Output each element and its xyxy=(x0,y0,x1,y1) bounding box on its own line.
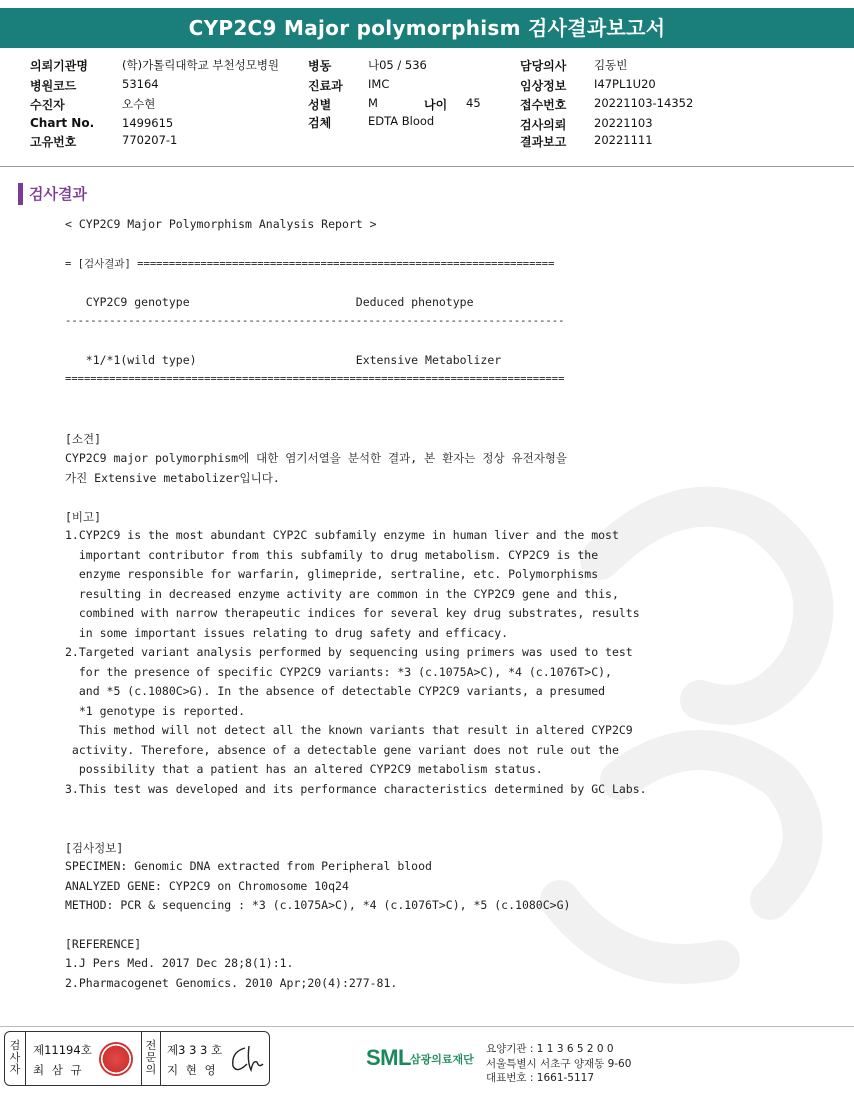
info-label: 병동 xyxy=(308,59,332,73)
section-heading: [REFERENCE] xyxy=(65,937,142,951)
examiner-label: 검사자 xyxy=(9,1039,21,1076)
result-divider: ------------------------------------------------------------------------------- xyxy=(65,315,565,327)
age-label: 나이 xyxy=(424,98,448,112)
info-label: 담당의사 xyxy=(520,59,567,73)
text-line: 1.J Pers Med. 2017 Dec 28;8(1):1. xyxy=(65,956,294,970)
text-line: 1.CYP2C9 is the most abundant CYP2C subfamily enzyme in human liver and the most xyxy=(65,528,619,542)
info-label: 진료과 xyxy=(308,79,343,93)
info-value: 53164 xyxy=(122,77,159,91)
signature-box xyxy=(4,1031,270,1086)
info-label: 성별 xyxy=(308,98,332,112)
signature-graphic xyxy=(227,1042,265,1076)
text-line: *1 genotype is reported. xyxy=(65,704,246,718)
info-value: 20221103 xyxy=(594,116,653,130)
text-line: combined with narrow therapeutic indices for several key drug substrates, results xyxy=(65,606,640,620)
examiner-license: 제11194호 xyxy=(33,1043,92,1057)
info-value: 770207-1 xyxy=(122,133,178,147)
text-line: important contributor from this subfamily to drug metabolism. CYP2C9 is the xyxy=(65,548,599,562)
text-line: ANALYZED GENE: CYP2C9 on Chromosome 10q24 xyxy=(65,879,349,893)
text-line: activity. Therefore, absence of a detectable gene variant does not rule out the xyxy=(65,743,619,757)
info-label: 접수번호 xyxy=(520,98,567,112)
age-value: 45 xyxy=(466,96,481,110)
report-heading: < CYP2C9 Major Polymorphism Analysis Report > xyxy=(65,217,377,231)
info-value: 오수현 xyxy=(122,97,156,111)
info-label: 검사의뢰 xyxy=(520,118,567,132)
info-value: I47PL1U20 xyxy=(594,77,656,91)
text-line: possibility that a patient has an altered CYP2C9 metabolism status. xyxy=(65,762,543,776)
section-heading: [검사정보] xyxy=(65,841,124,855)
info-value: 1499615 xyxy=(122,116,174,130)
text-line: in some important issues relating to drug safety and efficacy. xyxy=(65,626,509,640)
text-line: CYP2C9 major polymorphism에 대한 염기서열을 분석한 결과, 본 환자는 정상 유전자형을 xyxy=(65,451,568,465)
org-phone: 대표번호 : 1661-5117 xyxy=(486,1072,595,1084)
org-name: 삼광의료재단 xyxy=(410,1053,474,1066)
result-table-header: CYP2C9 genotype Deduced phenotype xyxy=(65,295,474,309)
section-heading: [소견] xyxy=(65,432,102,446)
info-value: 나05 / 536 xyxy=(368,58,427,72)
specialist-label: 전문의 xyxy=(145,1039,157,1076)
info-label: 결과보고 xyxy=(520,135,567,149)
info-value: EDTA Blood xyxy=(368,114,435,128)
text-line: 2.Pharmacogenet Genomics. 2010 Apr;20(4):277-81. xyxy=(65,976,398,990)
text-line: for the presence of specific CYP2C9 variants: *3 (c.1075A>C), *4 (c.1076T>C), xyxy=(65,665,612,679)
info-label: 임상정보 xyxy=(520,79,567,93)
info-label: 병원코드 xyxy=(30,79,77,93)
info-value: 20221103-14352 xyxy=(594,96,694,110)
patient-info-header xyxy=(0,48,854,167)
seal-stamp xyxy=(99,1042,133,1076)
specialist-license: 제3 3 3 호 xyxy=(167,1043,223,1057)
info-label: 검체 xyxy=(308,116,332,130)
org-code: 요양기관 : 1 1 3 6 5 2 0 0 xyxy=(486,1043,614,1055)
org-logo: SML xyxy=(366,1045,411,1070)
specialist-name: 지 현 영 xyxy=(167,1063,218,1077)
org-address: 서울특별시 서초구 양재동 9-60 xyxy=(486,1058,632,1070)
report-title: CYP2C9 Major polymorphism 검사결과보고서 xyxy=(0,8,854,48)
text-line: SPECIMEN: Genomic DNA extracted from Peripheral blood xyxy=(65,859,432,873)
report-footer xyxy=(0,1026,854,1096)
info-value: 김동빈 xyxy=(594,58,628,72)
result-row: *1/*1(wild type) Extensive Metabolizer xyxy=(65,353,502,367)
text-line: 3.This test was developed and its performance characteristics determined by GC Labs. xyxy=(65,782,647,796)
info-value: M xyxy=(368,96,378,110)
examiner-name: 최 삼 규 xyxy=(33,1063,84,1077)
info-value: 20221111 xyxy=(594,133,653,147)
text-line: METHOD: PCR & sequencing : *3 (c.1075A>C), *4 (c.1076T>C), *5 (c.1080C>G) xyxy=(65,898,571,912)
info-value: (학)가톨릭대학교 부천성모병원 xyxy=(122,58,280,72)
info-label: 고유번호 xyxy=(30,135,77,149)
section-title: 검사결과 xyxy=(18,183,87,205)
text-line: This method will not detect all the known variants that result in altered CYP2C9 xyxy=(65,723,633,737)
info-label: 의뢰기관명 xyxy=(30,59,88,73)
text-line: 2.Targeted variant analysis performed by sequencing using primers was used to test xyxy=(65,645,633,659)
info-value: IMC xyxy=(368,77,390,91)
text-line: resulting in decreased enzyme activity are common in the CYP2C9 gene and this, xyxy=(65,587,619,601)
result-divider: =============================================================================== xyxy=(65,373,565,385)
text-line: and *5 (c.1080C>G). In the absence of detectable CYP2C9 variants, a presumed xyxy=(65,684,606,698)
result-divider: = [검사결과] ================================================================== xyxy=(65,258,555,270)
text-line: 가진 Extensive metabolizer입니다. xyxy=(65,471,280,485)
info-label: Chart No. xyxy=(30,116,95,130)
info-label: 수진자 xyxy=(30,98,65,112)
section-heading: [비고] xyxy=(65,510,102,524)
text-line: enzyme responsible for warfarin, glimepride, sertraline, etc. Polymorphisms xyxy=(65,567,599,581)
